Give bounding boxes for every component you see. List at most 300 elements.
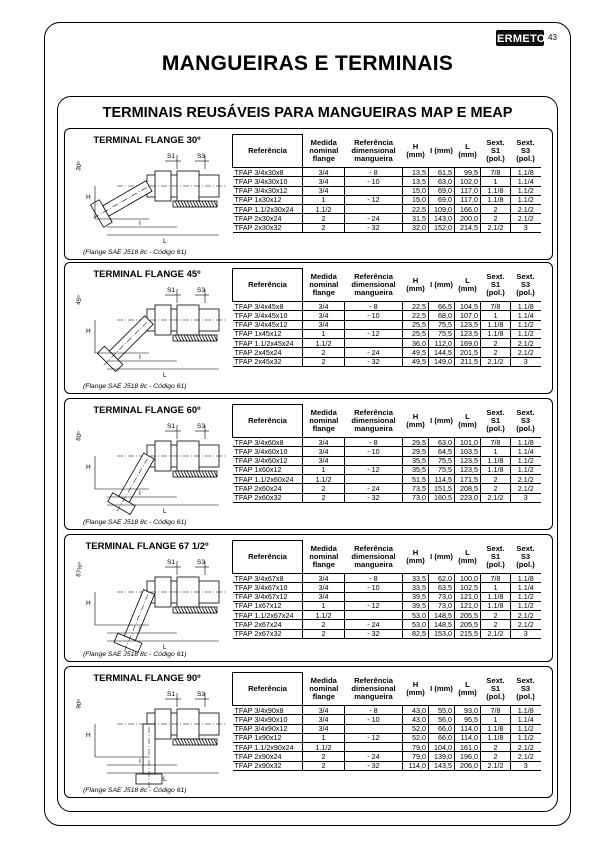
th-referencia: Referência <box>233 135 303 168</box>
th-referencia: Referência <box>233 673 303 706</box>
table-cell <box>345 475 403 484</box>
table-cell: 1.1/8 <box>511 302 541 311</box>
th-l: L (mm) <box>458 275 477 293</box>
table-row <box>233 311 541 320</box>
table-cell: 73,0 <box>429 592 455 601</box>
table-cell: 32,0 <box>403 223 429 232</box>
terminal-section <box>64 128 553 260</box>
table-cell: 102,5 <box>455 583 481 592</box>
table-row <box>233 438 541 447</box>
table-cell: 22,5 <box>403 302 429 311</box>
table-cell: 56,0 <box>429 715 455 724</box>
table-cell: 139,0 <box>429 752 455 761</box>
table-cell: 53,0 <box>403 620 429 629</box>
table-cell: TFAP 3/4x67x12 <box>234 592 288 602</box>
th-medida-nominal: Medida nominal flange <box>309 543 339 569</box>
table-cell: 1.1/2 <box>511 724 541 733</box>
table-cell: 3/4 <box>303 583 345 592</box>
th-referencia-dimensional: Referência dimensional mangueira <box>351 137 396 163</box>
table-cell: 2 <box>303 214 345 223</box>
table-cell: 171,5 <box>455 475 481 484</box>
table-cell: 1.1/8 <box>481 601 511 610</box>
table-cell: 2 <box>303 752 345 761</box>
table-cell: 2.1/2 <box>481 493 511 502</box>
table-cell: 66,0 <box>429 733 455 742</box>
table-cell: TFAP 2x67x24 <box>234 620 282 630</box>
table-cell: TFAP 3/4x45x10 <box>234 310 288 320</box>
table-cell: 114,0 <box>403 761 429 770</box>
table-cell: 7/8 <box>481 168 511 177</box>
h-dimension-label: H <box>86 194 91 201</box>
table-cell: 49,5 <box>403 348 429 357</box>
s3-label: S3 <box>197 153 205 160</box>
table-cell: - 32 <box>345 629 403 638</box>
th-l: L (mm) <box>458 411 477 429</box>
table-cell: 104,5 <box>455 302 481 311</box>
table-cell: 61,5 <box>429 168 455 177</box>
table-cell: - 10 <box>345 583 403 592</box>
spec-table <box>232 540 541 639</box>
table-cell: 3 <box>511 357 541 366</box>
table-row <box>233 302 541 311</box>
table-cell: 73,0 <box>429 601 455 610</box>
s3-label: S3 <box>197 691 205 698</box>
table-cell: 215,5 <box>455 629 481 638</box>
table-cell: 2 <box>303 348 345 357</box>
th-referencia-dimensional: Referência dimensional mangueira <box>351 271 396 297</box>
table-cell: 1.1/8 <box>511 574 541 583</box>
table-cell: 3/4 <box>303 320 345 329</box>
table-cell: 2.1/2 <box>481 761 511 770</box>
table-cell: TFAP 3/4x90x12 <box>234 724 288 734</box>
th-sext-s1: Sext. S1 (pol.) <box>486 407 505 433</box>
table-cell: 148,5 <box>429 611 455 620</box>
table-row <box>233 733 541 742</box>
table-cell: TFAP 1x45x12 <box>234 329 282 339</box>
table-cell: 3/4 <box>303 592 345 601</box>
l-dimension-label: L <box>163 238 167 245</box>
table-cell <box>345 724 403 733</box>
th-sext-s3: Sext. S3 (pol.) <box>516 407 535 433</box>
table-cell: 1.1/2 <box>511 456 541 465</box>
table-cell: TFAP 1.1/2x60x24 <box>234 474 294 484</box>
table-cell: 1.1/4 <box>511 311 541 320</box>
s1-label: S1 <box>167 691 175 698</box>
th-referencia-dimensional: Referência dimensional mangueira <box>351 675 396 701</box>
th-referencia: Referência <box>233 269 303 302</box>
table-cell: - 24 <box>345 752 403 761</box>
table-cell: 2.1/2 <box>511 752 541 761</box>
table-cell: 161,0 <box>455 743 481 752</box>
table-cell: 2.1/2 <box>511 339 541 348</box>
table-cell: - 12 <box>345 329 403 338</box>
table-cell: 22,5 <box>403 205 429 214</box>
table-cell: 205,5 <box>455 620 481 629</box>
flange-standard-note: (Flange SAE J518 8c - Código 61) <box>83 249 187 256</box>
angle-label: 45º <box>75 295 84 306</box>
table-cell: 2 <box>481 348 511 357</box>
s3-label: S3 <box>197 287 205 294</box>
th-sext-s3: Sext. S3 (pol.) <box>516 137 535 163</box>
table-cell: 49,5 <box>403 357 429 366</box>
table-cell: - 8 <box>345 168 403 177</box>
section-title: TERMINAL FLANGE 67 1/2º <box>85 541 209 552</box>
table-cell: 2.1/2 <box>511 484 541 493</box>
table-cell: 2 <box>481 205 511 214</box>
table-cell: TFAP 1.1/2x45x24 <box>234 338 294 348</box>
th-sext-s3: Sext. S3 (pol.) <box>516 271 535 297</box>
terminal-section <box>64 534 553 662</box>
table-cell: 2 <box>303 484 345 493</box>
table-cell: - 32 <box>345 761 403 770</box>
table-cell: TFAP 2x67x32 <box>234 629 282 639</box>
table-cell: 121,0 <box>455 601 481 610</box>
table-cell: 2.1/2 <box>511 205 541 214</box>
table-cell: 63,5 <box>429 583 455 592</box>
table-cell: 43,0 <box>403 706 429 715</box>
table-cell: 62,0 <box>429 574 455 583</box>
table-cell: 112,0 <box>429 339 455 348</box>
table-cell: 3/4 <box>303 447 345 456</box>
table-cell: 151,5 <box>429 484 455 493</box>
table-row <box>233 752 541 761</box>
angle-label: 90º <box>75 699 84 710</box>
flange-elbow <box>87 175 155 230</box>
table-cell: 3/4 <box>303 456 345 465</box>
table-cell: 200,0 <box>455 214 481 223</box>
table-cell: TFAP 2x90x24 <box>234 752 282 762</box>
table-cell <box>345 205 403 214</box>
th-referencia: Referência <box>233 405 303 438</box>
s1-label: S1 <box>167 153 175 160</box>
table-cell: TFAP 2x30x24 <box>234 214 282 224</box>
flange-standard-note: (Flange SAE J518 8c - Código 61) <box>83 787 187 794</box>
th-sext-s1: Sext. S1 (pol.) <box>486 271 505 297</box>
table-cell: 82,5 <box>403 629 429 638</box>
table-cell: 100,0 <box>455 574 481 583</box>
l-dimension-label: L <box>163 372 167 379</box>
table-cell: 2.1/2 <box>511 620 541 629</box>
table-row <box>233 223 541 232</box>
table-cell: - 32 <box>345 357 403 366</box>
table-cell: TFAP 3/4x90x8 <box>234 705 284 715</box>
table-cell: 64,5 <box>429 447 455 456</box>
table-row <box>233 743 541 752</box>
table-cell: 2.1/2 <box>511 214 541 223</box>
table-cell: 7/8 <box>481 574 511 583</box>
table-cell: 1.1/8 <box>481 320 511 329</box>
table-cell: 2.1/2 <box>481 629 511 638</box>
th-l: L (mm) <box>458 679 477 697</box>
table-cell: TFAP 2x45x32 <box>234 357 282 367</box>
table-row <box>233 214 541 223</box>
table-cell <box>345 339 403 348</box>
th-h: H (mm) <box>406 547 425 565</box>
table-cell: TFAP 3/4x45x8 <box>234 301 284 311</box>
th-sext-s3: Sext. S3 (pol.) <box>516 675 535 701</box>
table-cell: 1.1/8 <box>511 438 541 447</box>
h-dimension-label: H <box>86 732 91 739</box>
table-cell: 1.1/2 <box>511 601 541 610</box>
page-number: 43 <box>548 33 557 42</box>
table-cell: 3/4 <box>303 311 345 320</box>
table-cell: 1.1/2 <box>303 611 345 620</box>
table-cell: 2 <box>481 475 511 484</box>
table-cell: 1.1/8 <box>481 195 511 204</box>
table-cell: 22,5 <box>403 311 429 320</box>
section-title: TERMINAL FLANGE 90º <box>93 673 201 684</box>
table-cell: 63,0 <box>429 438 455 447</box>
table-cell: 2.1/2 <box>481 357 511 366</box>
table-cell: - 12 <box>345 195 403 204</box>
table-cell: 2 <box>303 761 345 770</box>
s3-label: S3 <box>197 559 205 566</box>
table-cell: 13,5 <box>403 177 429 186</box>
table-cell: 1 <box>303 465 345 474</box>
table-cell: 2.1/2 <box>511 743 541 752</box>
table-cell: 1 <box>481 447 511 456</box>
table-cell: 29,5 <box>403 447 429 456</box>
table-cell: 2 <box>481 611 511 620</box>
table-row <box>233 357 541 366</box>
h-dimension-label: H <box>86 328 91 335</box>
s3-label: S3 <box>197 423 205 430</box>
table-cell: - 8 <box>345 438 403 447</box>
fitting-body <box>117 709 225 745</box>
table-cell: TFAP 2x30x32 <box>234 223 282 233</box>
table-cell: - 10 <box>345 311 403 320</box>
table-cell: 75,5 <box>429 456 455 465</box>
table-cell: 52,0 <box>403 733 429 742</box>
table-cell: 7/8 <box>481 302 511 311</box>
table-row <box>233 629 541 638</box>
flange-elbow <box>106 450 161 518</box>
table-cell: 1.1/8 <box>481 329 511 338</box>
table-cell: 1.1/2 <box>511 195 541 204</box>
table-cell: TFAP 3/4x60x8 <box>234 437 284 447</box>
table-cell <box>345 592 403 601</box>
table-row <box>233 611 541 620</box>
s1-label: S1 <box>167 287 175 294</box>
table-cell: - 8 <box>345 574 403 583</box>
table-cell: TFAP 3/4x60x10 <box>234 446 288 456</box>
table-cell: - 24 <box>345 348 403 357</box>
table-cell: 2 <box>303 223 345 232</box>
table-cell: 123,5 <box>455 329 481 338</box>
table-row <box>233 601 541 610</box>
table-cell: 201,5 <box>455 348 481 357</box>
table-cell: - 10 <box>345 447 403 456</box>
table-cell: 123,5 <box>455 456 481 465</box>
th-h: H (mm) <box>406 275 425 293</box>
table-cell: 29,5 <box>403 438 429 447</box>
table-cell: 1.1/2 <box>511 186 541 195</box>
table-cell: 25,5 <box>403 320 429 329</box>
table-cell: 1 <box>481 177 511 186</box>
terminal-section <box>64 262 553 394</box>
table-row <box>233 592 541 601</box>
table-cell: 35,5 <box>403 465 429 474</box>
table-row <box>233 484 541 493</box>
table-row <box>233 329 541 338</box>
table-cell: 55,0 <box>429 706 455 715</box>
flange-standard-note: (Flange SAE J518 8c - Código 61) <box>83 383 187 390</box>
table-cell: 66,5 <box>429 302 455 311</box>
table-cell: 114,0 <box>455 733 481 742</box>
table-cell: 3/4 <box>303 168 345 177</box>
table-row <box>233 583 541 592</box>
table-cell: 1 <box>481 583 511 592</box>
th-sext-s1: Sext. S1 (pol.) <box>486 675 505 701</box>
table-cell: 206,0 <box>455 761 481 770</box>
i-dimension-label: I <box>139 758 141 765</box>
table-row <box>233 715 541 724</box>
table-cell: 2 <box>481 214 511 223</box>
table-cell: 93,0 <box>455 706 481 715</box>
table-row <box>233 177 541 186</box>
table-cell: 2 <box>481 484 511 493</box>
table-cell: 3/4 <box>303 574 345 583</box>
angle-label: 67½º <box>75 562 85 578</box>
table-cell: 51,5 <box>403 475 429 484</box>
table-cell: 1.1/8 <box>511 706 541 715</box>
table-cell: 1 <box>481 311 511 320</box>
table-cell: 39,5 <box>403 601 429 610</box>
table-cell: 52,0 <box>403 724 429 733</box>
table-cell: 1 <box>481 715 511 724</box>
table-cell: 68,0 <box>429 311 455 320</box>
table-cell: 63,0 <box>429 177 455 186</box>
flange-elbow <box>95 311 159 375</box>
table-cell: 169,0 <box>455 339 481 348</box>
table-cell: 13,5 <box>403 168 429 177</box>
table-cell: TFAP 3/4x30x8 <box>234 167 284 177</box>
table-cell: 103,5 <box>455 447 481 456</box>
table-cell: TFAP 3/4x67x8 <box>234 573 284 583</box>
table-cell: 25,5 <box>403 329 429 338</box>
table-cell: 1.1/2 <box>511 733 541 742</box>
th-i: I (mm) <box>430 415 453 425</box>
th-sext-s1: Sext. S1 (pol.) <box>486 543 505 569</box>
table-cell: 211,5 <box>455 357 481 366</box>
table-cell: 33,5 <box>403 583 429 592</box>
table-cell: 3 <box>511 761 541 770</box>
angle-label: 60º <box>75 431 84 442</box>
table-cell: 1.1/8 <box>481 456 511 465</box>
section-title: TERMINAL FLANGE 45º <box>93 269 201 280</box>
table-cell: 1 <box>303 601 345 610</box>
table-cell: 1.1/4 <box>511 177 541 186</box>
table-cell: 223,0 <box>455 493 481 502</box>
table-cell: 2 <box>481 752 511 761</box>
table-cell: TFAP 3/4x30x10 <box>234 176 288 186</box>
table-cell: 69,0 <box>429 195 455 204</box>
table-cell: 1.1/2 <box>303 205 345 214</box>
section-title: TERMINAL FLANGE 30º <box>93 135 201 146</box>
terminal-section <box>64 398 553 530</box>
table-cell: TFAP 1x90x12 <box>234 733 282 743</box>
table-cell: 153,0 <box>429 629 455 638</box>
angle-label: 30º <box>75 161 84 172</box>
fitting-drawing <box>77 685 227 785</box>
table-cell: 2 <box>303 357 345 366</box>
table-cell: 79,0 <box>403 743 429 752</box>
th-l: L (mm) <box>458 547 477 565</box>
table-cell: 1.1/4 <box>511 583 541 592</box>
table-cell: 101,0 <box>455 438 481 447</box>
table-row <box>233 456 541 465</box>
table-cell: 1.1/8 <box>481 465 511 474</box>
table-cell: - 12 <box>345 465 403 474</box>
l-dimension-label: L <box>163 776 167 783</box>
table-cell: 3/4 <box>303 186 345 195</box>
table-cell: 39,5 <box>403 592 429 601</box>
table-cell: TFAP 1.1/2x67x24 <box>234 610 294 620</box>
table-cell: 3/4 <box>303 177 345 186</box>
table-row <box>233 447 541 456</box>
th-medida-nominal: Medida nominal flange <box>309 407 339 433</box>
th-h: H (mm) <box>406 679 425 697</box>
i-dimension-label: I <box>139 354 141 361</box>
spec-table <box>232 134 541 233</box>
table-cell: 208,5 <box>455 484 481 493</box>
table-cell: 123,5 <box>455 320 481 329</box>
table-cell: 2 <box>303 620 345 629</box>
table-cell: - 8 <box>345 706 403 715</box>
th-h: H (mm) <box>406 411 425 429</box>
table-cell: TFAP 2x45x24 <box>234 348 282 358</box>
table-cell: 1.1/4 <box>511 447 541 456</box>
table-cell: 3 <box>511 493 541 502</box>
table-cell: 3/4 <box>303 715 345 724</box>
table-cell: 53,0 <box>403 611 429 620</box>
table-cell: 2 <box>481 743 511 752</box>
th-i: I (mm) <box>430 279 453 289</box>
th-referencia-dimensional: Referência dimensional mangueira <box>351 407 396 433</box>
th-sext-s3: Sext. S3 (pol.) <box>516 543 535 569</box>
table-cell: 2.1/2 <box>511 611 541 620</box>
th-i: I (mm) <box>430 145 453 155</box>
table-cell: TFAP 3/4x60x12 <box>234 456 288 466</box>
table-cell: 144,5 <box>429 348 455 357</box>
th-referencia-dimensional: Referência dimensional mangueira <box>351 543 396 569</box>
table-cell: 148,5 <box>429 620 455 629</box>
table-cell: 79,0 <box>403 752 429 761</box>
table-row <box>233 465 541 474</box>
table-cell: 43,0 <box>403 715 429 724</box>
table-cell: 123,5 <box>455 465 481 474</box>
th-referencia: Referência <box>233 541 303 574</box>
table-cell: 1.1/2 <box>303 743 345 752</box>
table-cell: 75,5 <box>429 329 455 338</box>
table-cell: 7/8 <box>481 438 511 447</box>
table-cell: 99,5 <box>455 168 481 177</box>
table-cell <box>345 320 403 329</box>
table-cell: 66,0 <box>429 724 455 733</box>
table-row <box>233 493 541 502</box>
th-l: L (mm) <box>458 141 477 159</box>
spec-table <box>232 672 541 771</box>
table-cell: 1.1/4 <box>511 715 541 724</box>
table-cell: 149,0 <box>429 357 455 366</box>
s1-label: S1 <box>167 423 175 430</box>
table-cell: 107,0 <box>455 311 481 320</box>
i-dimension-label: I <box>139 626 141 633</box>
table-cell: 1.1/2 <box>303 475 345 484</box>
table-cell: 143,0 <box>429 214 455 223</box>
table-cell: 114,0 <box>455 724 481 733</box>
th-medida-nominal: Medida nominal flange <box>309 137 339 163</box>
